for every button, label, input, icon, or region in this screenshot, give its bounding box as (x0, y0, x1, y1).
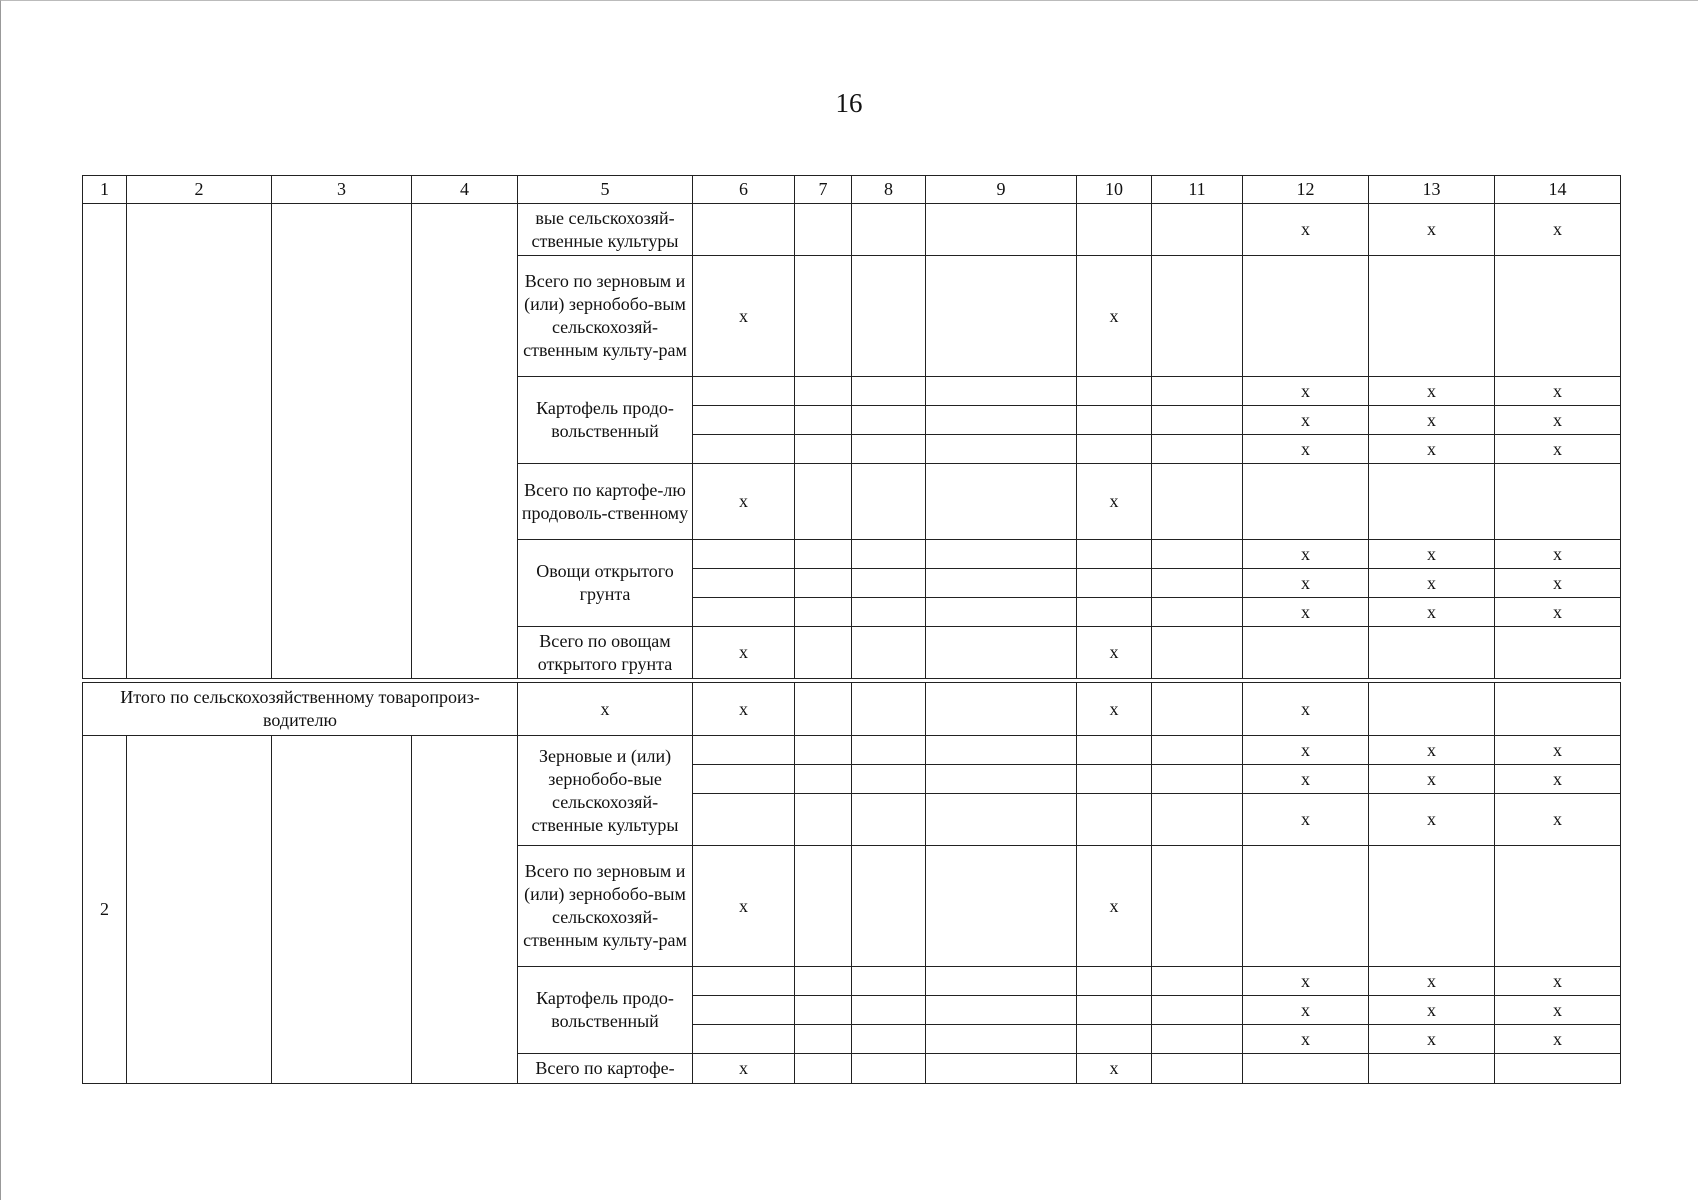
empty-cell (1243, 627, 1369, 679)
empty-cell (1369, 683, 1495, 736)
empty-cell (852, 464, 926, 540)
empty-cell (1077, 569, 1152, 598)
x-mark: x (1243, 598, 1369, 627)
empty-cell (1077, 996, 1152, 1025)
x-mark: x (1495, 377, 1621, 406)
empty-cell (1077, 377, 1152, 406)
empty-cell (693, 1025, 795, 1054)
empty-cell (795, 627, 852, 679)
producer-number-cell: 2 (83, 736, 127, 1084)
x-mark: x (1077, 846, 1152, 967)
crop-label: Картофель продо-вольственный (518, 377, 693, 464)
empty-cell (412, 736, 518, 1084)
x-mark: x (693, 256, 795, 377)
header-row (83, 176, 1621, 204)
crop-label: Зерновые и (или) зернобобо-вые сельскохозяй-ственные культуры (518, 736, 693, 846)
itogo-table (82, 682, 1621, 1084)
empty-cell (693, 435, 795, 464)
empty-cell (1077, 967, 1152, 996)
column-header: 7 (795, 176, 852, 204)
empty-cell (852, 377, 926, 406)
x-mark: x (1243, 406, 1369, 435)
x-mark: x (1077, 464, 1152, 540)
x-mark: x (1243, 540, 1369, 569)
x-mark: x (693, 627, 795, 679)
empty-cell (1152, 377, 1243, 406)
x-mark: x (693, 464, 795, 540)
empty-cell (693, 569, 795, 598)
empty-cell (795, 846, 852, 967)
empty-cell (852, 627, 926, 679)
x-mark: x (693, 1054, 795, 1084)
empty-cell (852, 204, 926, 256)
empty-cell (1369, 846, 1495, 967)
crop-total-label: Всего по картофе- (518, 1054, 693, 1084)
empty-cell (1369, 464, 1495, 540)
empty-cell (1077, 406, 1152, 435)
empty-cell (693, 204, 795, 256)
empty-cell (1152, 256, 1243, 377)
empty-cell (693, 996, 795, 1025)
empty-cell (1077, 204, 1152, 256)
empty-cell (926, 540, 1077, 569)
crop-total-label: Всего по зерновым и (или) зернобобо-вым сельскохозяй-ственным культу-рам (518, 846, 693, 967)
empty-cell (1152, 846, 1243, 967)
x-mark: x (1369, 736, 1495, 765)
empty-cell (1152, 1054, 1243, 1084)
table-row (83, 204, 1621, 256)
empty-cell (1495, 846, 1621, 967)
empty-cell (272, 736, 412, 1084)
column-header: 6 (693, 176, 795, 204)
crop-label: Овощи открытого грунта (518, 540, 693, 627)
x-mark: x (1243, 765, 1369, 794)
itogo-label: Итого по сельскохозяйственному товаропроиз-водителю (83, 683, 518, 736)
x-mark: x (1495, 765, 1621, 794)
empty-cell (795, 967, 852, 996)
x-mark: x (1243, 1025, 1369, 1054)
empty-cell (852, 846, 926, 967)
empty-cell (693, 736, 795, 765)
column-header: 14 (1495, 176, 1621, 204)
empty-cell (852, 598, 926, 627)
column-header: 4 (412, 176, 518, 204)
empty-cell (926, 598, 1077, 627)
empty-cell (1077, 540, 1152, 569)
column-header: 9 (926, 176, 1077, 204)
empty-cell (1077, 794, 1152, 846)
empty-cell (1152, 765, 1243, 794)
empty-cell (1495, 1054, 1621, 1084)
x-mark: x (1369, 569, 1495, 598)
empty-cell (1077, 1025, 1152, 1054)
x-mark: x (1077, 627, 1152, 679)
empty-cell (795, 1025, 852, 1054)
column-header: 11 (1152, 176, 1243, 204)
x-mark: x (1077, 256, 1152, 377)
empty-cell (693, 540, 795, 569)
x-mark: x (1243, 569, 1369, 598)
empty-cell (1152, 464, 1243, 540)
x-mark: x (1243, 435, 1369, 464)
empty-cell (926, 1025, 1077, 1054)
empty-cell (926, 464, 1077, 540)
empty-cell (795, 598, 852, 627)
empty-cell (1152, 627, 1243, 679)
empty-cell (926, 846, 1077, 967)
empty-cell (693, 406, 795, 435)
itogo-row (83, 683, 1621, 736)
empty-cell (127, 204, 272, 679)
empty-cell (1495, 627, 1621, 679)
empty-cell (926, 627, 1077, 679)
x-mark: x (1495, 569, 1621, 598)
empty-cell (852, 996, 926, 1025)
x-mark: x (1369, 765, 1495, 794)
empty-cell (1152, 540, 1243, 569)
x-mark: x (1243, 683, 1369, 736)
x-mark: x (1369, 406, 1495, 435)
x-mark: x (1495, 406, 1621, 435)
empty-cell (852, 1025, 926, 1054)
empty-cell (1152, 406, 1243, 435)
crop-total-label: Всего по зерновым и (или) зернобобо-вым сельскохозяй-ственным культу-рам (518, 256, 693, 377)
empty-cell (795, 204, 852, 256)
empty-cell (852, 1054, 926, 1084)
empty-cell (412, 204, 518, 679)
x-mark: x (1243, 377, 1369, 406)
column-header: 8 (852, 176, 926, 204)
empty-cell (795, 540, 852, 569)
empty-cell (1077, 736, 1152, 765)
empty-cell (852, 540, 926, 569)
empty-cell (1152, 736, 1243, 765)
empty-cell (1152, 996, 1243, 1025)
table-row (83, 736, 1621, 765)
empty-cell (852, 683, 926, 736)
x-mark: x (693, 846, 795, 967)
empty-cell (1152, 435, 1243, 464)
empty-cell (926, 435, 1077, 464)
x-mark: x (1243, 736, 1369, 765)
page-number: 16 (835, 88, 863, 118)
empty-cell (1152, 683, 1243, 736)
empty-cell (1243, 846, 1369, 967)
x-mark: x (1243, 794, 1369, 846)
empty-cell (852, 406, 926, 435)
empty-cell (926, 967, 1077, 996)
empty-cell (852, 569, 926, 598)
column-header: 1 (83, 176, 127, 204)
empty-cell (926, 569, 1077, 598)
empty-cell (926, 794, 1077, 846)
x-mark: x (1495, 967, 1621, 996)
x-mark: x (1369, 377, 1495, 406)
empty-cell (795, 435, 852, 464)
empty-cell (795, 996, 852, 1025)
empty-cell (272, 204, 412, 679)
empty-cell (852, 967, 926, 996)
x-mark: x (1369, 967, 1495, 996)
empty-cell (693, 794, 795, 846)
empty-cell (795, 794, 852, 846)
x-mark: x (1369, 1025, 1495, 1054)
empty-cell (795, 765, 852, 794)
column-header: 5 (518, 176, 693, 204)
empty-cell (926, 765, 1077, 794)
column-header: 12 (1243, 176, 1369, 204)
empty-cell (693, 967, 795, 996)
empty-cell (852, 794, 926, 846)
x-mark: x (1077, 683, 1152, 736)
x-mark: x (1243, 996, 1369, 1025)
empty-cell (1152, 1025, 1243, 1054)
x-mark: x (1495, 1025, 1621, 1054)
x-mark: x (1495, 204, 1621, 256)
empty-cell (926, 256, 1077, 377)
column-header: 10 (1077, 176, 1152, 204)
empty-cell (1369, 1054, 1495, 1084)
empty-cell (693, 765, 795, 794)
x-mark: x (1369, 435, 1495, 464)
x-mark: x (1369, 204, 1495, 256)
x-mark: x (1495, 996, 1621, 1025)
empty-cell (1369, 627, 1495, 679)
empty-cell (693, 598, 795, 627)
empty-cell (1369, 256, 1495, 377)
empty-cell (1152, 204, 1243, 256)
empty-cell (1152, 967, 1243, 996)
empty-cell (1152, 794, 1243, 846)
x-mark: x (1369, 996, 1495, 1025)
x-mark: x (693, 683, 795, 736)
empty-cell (795, 464, 852, 540)
empty-cell (1495, 683, 1621, 736)
empty-cell (795, 377, 852, 406)
empty-cell (1152, 569, 1243, 598)
crop-total-label: Всего по овощам открытого грунта (518, 627, 693, 679)
empty-cell (926, 406, 1077, 435)
empty-cell (926, 996, 1077, 1025)
x-mark: x (1495, 598, 1621, 627)
empty-cell (795, 1054, 852, 1084)
data-table (82, 175, 1621, 679)
x-mark: x (518, 683, 693, 736)
x-mark: x (1077, 1054, 1152, 1084)
empty-cell (795, 569, 852, 598)
x-mark: x (1495, 736, 1621, 765)
crop-label: вые сельскохозяй-ственные культуры (518, 204, 693, 256)
empty-cell (926, 683, 1077, 736)
empty-cell (1077, 435, 1152, 464)
producer-number-cell (83, 204, 127, 679)
empty-cell (1495, 256, 1621, 377)
empty-cell (795, 683, 852, 736)
x-mark: x (1369, 598, 1495, 627)
empty-cell (852, 256, 926, 377)
empty-cell (795, 736, 852, 765)
empty-cell (795, 406, 852, 435)
empty-cell (852, 435, 926, 464)
column-header: 13 (1369, 176, 1495, 204)
empty-cell (1243, 1054, 1369, 1084)
empty-cell (795, 256, 852, 377)
empty-cell (926, 736, 1077, 765)
empty-cell (926, 377, 1077, 406)
crop-label: Картофель продо-вольственный (518, 967, 693, 1054)
empty-cell (693, 377, 795, 406)
empty-cell (1077, 598, 1152, 627)
x-mark: x (1243, 204, 1369, 256)
empty-cell (127, 736, 272, 1084)
crop-total-label: Всего по картофе-лю продоволь-ственному (518, 464, 693, 540)
x-mark: x (1369, 794, 1495, 846)
x-mark: x (1495, 435, 1621, 464)
column-header: 3 (272, 176, 412, 204)
x-mark: x (1243, 967, 1369, 996)
column-header: 2 (127, 176, 272, 204)
empty-cell (1243, 464, 1369, 540)
empty-cell (852, 765, 926, 794)
empty-cell (1243, 256, 1369, 377)
x-mark: x (1495, 540, 1621, 569)
x-mark: x (1369, 540, 1495, 569)
empty-cell (926, 204, 1077, 256)
empty-cell (926, 1054, 1077, 1084)
empty-cell (1152, 598, 1243, 627)
empty-cell (1077, 765, 1152, 794)
empty-cell (852, 736, 926, 765)
x-mark: x (1495, 794, 1621, 846)
empty-cell (1495, 464, 1621, 540)
